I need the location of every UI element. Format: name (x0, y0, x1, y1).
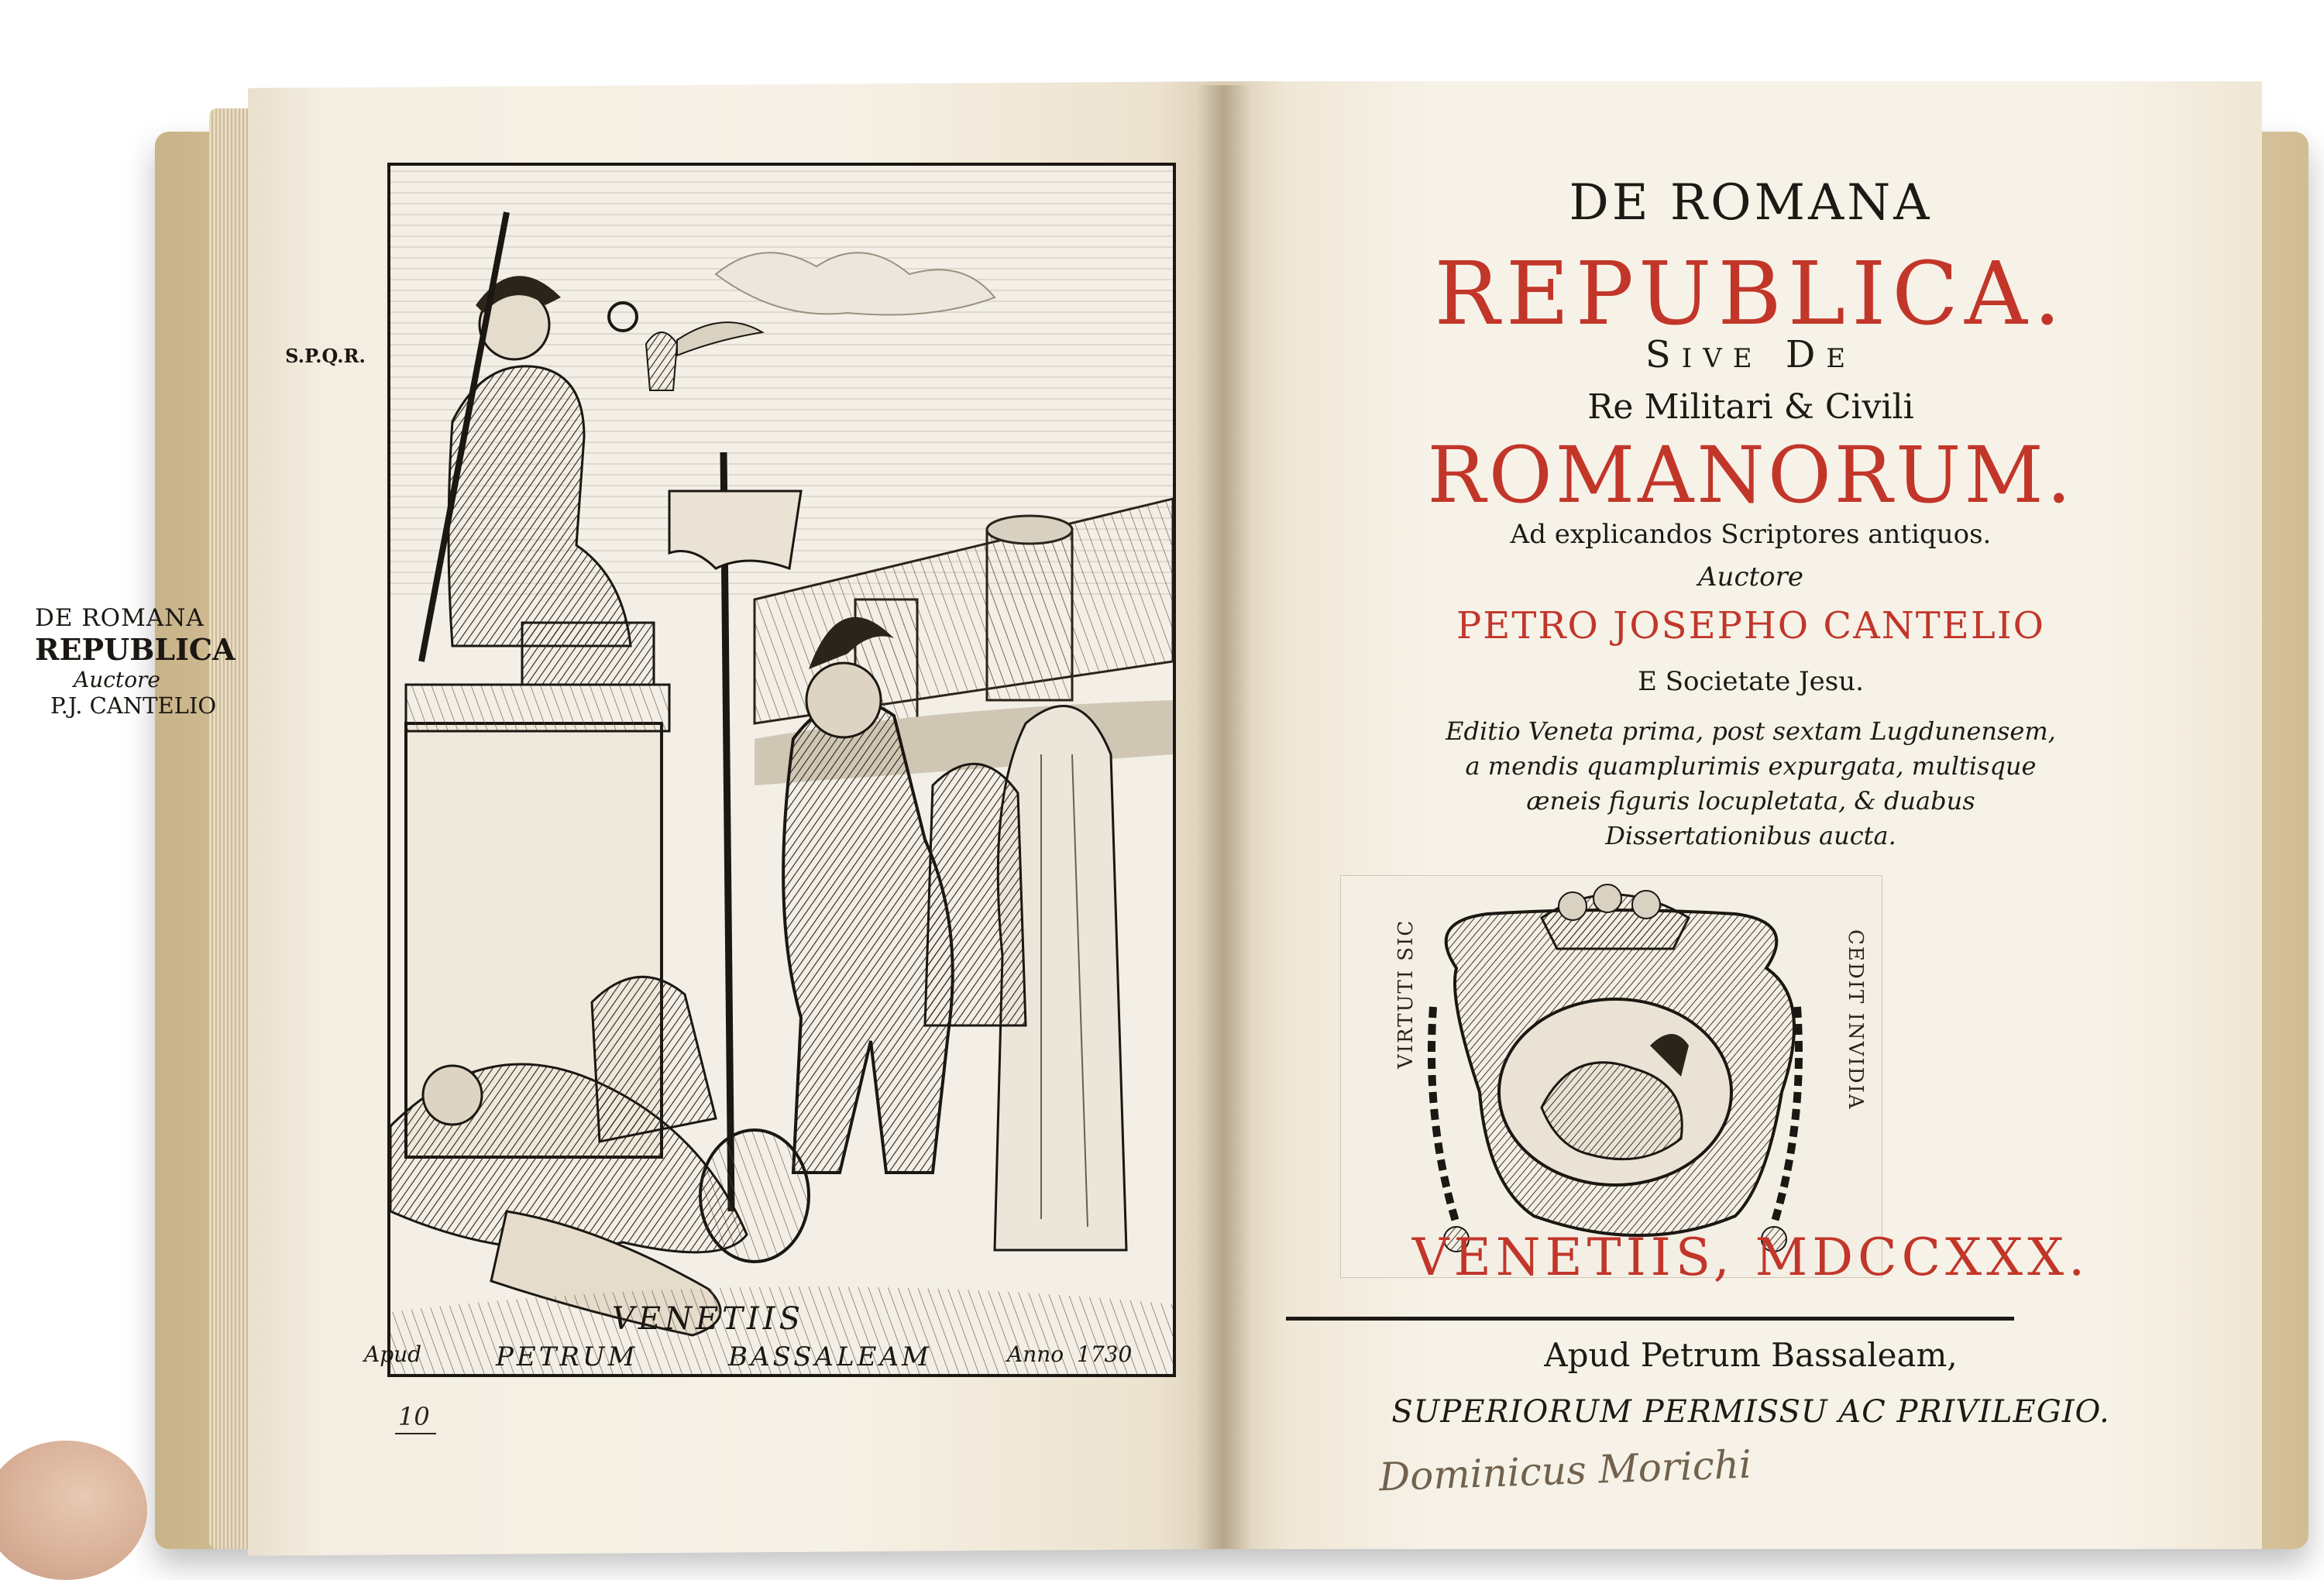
pedestal-line-3: Auctore (74, 667, 160, 692)
frontispiece-printer-first: PETRUM (496, 1341, 638, 1372)
spqr-banner-text: S.P.Q.R. (285, 345, 366, 367)
page-number: 10 (395, 1402, 436, 1434)
edition-line-1: Editio Veneta prima, post sextam Lugdunensem, (1446, 716, 2056, 746)
title-line-2: REPUBLICA. (1434, 244, 2068, 345)
frontispiece-city: VENETIIS (612, 1301, 804, 1337)
holding-finger (0, 1441, 147, 1580)
frontispiece-engraving (387, 163, 1176, 1377)
publisher-line: Apud Petrum Bassaleam, (1544, 1336, 1958, 1374)
title-line-1: DE ROMANA (1569, 174, 1933, 232)
edition-line-3: æneis figuris locupletata, & duabus (1526, 786, 1975, 816)
printers-device-vignette (1340, 875, 1882, 1278)
frontispiece-printer-last: BASSALEAM (728, 1341, 932, 1372)
frontispiece-anno: Anno (1007, 1341, 1064, 1367)
book-gutter (1197, 85, 1251, 1549)
frontispiece-apud: Apud (364, 1341, 422, 1367)
imprint-rule (1286, 1317, 2014, 1321)
privilege-line: SUPERIORUM PERMISSU AC PRIVILEGIO. (1391, 1394, 2110, 1430)
author-name: PETRO JOSEPHO CANTELIO (1456, 604, 2045, 647)
pedestal-line-4: P.J. CANTELIO (50, 692, 217, 719)
engraving-illustration (390, 166, 1173, 1374)
pedestal-line-2: REPUBLICA (35, 632, 235, 667)
title-line-6: Ad explicandos Scriptores antiquos. (1510, 519, 1992, 550)
edition-line-4: Dissertationibus aucta. (1605, 821, 1896, 850)
owner-signature: Dominicus Morichi (1378, 1441, 1752, 1500)
pedestal-inscription (35, 604, 260, 719)
pedestal-line-1: DE ROMANA (35, 604, 205, 632)
title-line-5: ROMANORUM. (1427, 430, 2075, 520)
imprint-line: VENETIIS, MDCCXXX. (1411, 1228, 2090, 1287)
edition-line-2: a mendis quamplurimis expurgata, multisque (1465, 751, 2037, 781)
vignette-illustration (1340, 875, 1882, 1278)
title-line-3: Sive De (1645, 333, 1857, 376)
society-line: E Societate Jesu. (1638, 666, 1864, 697)
title-line-7: Auctore (1698, 562, 1803, 592)
title-line-4: Re Militari & Civili (1587, 387, 1914, 427)
frontispiece-year: 1730 (1077, 1341, 1133, 1367)
